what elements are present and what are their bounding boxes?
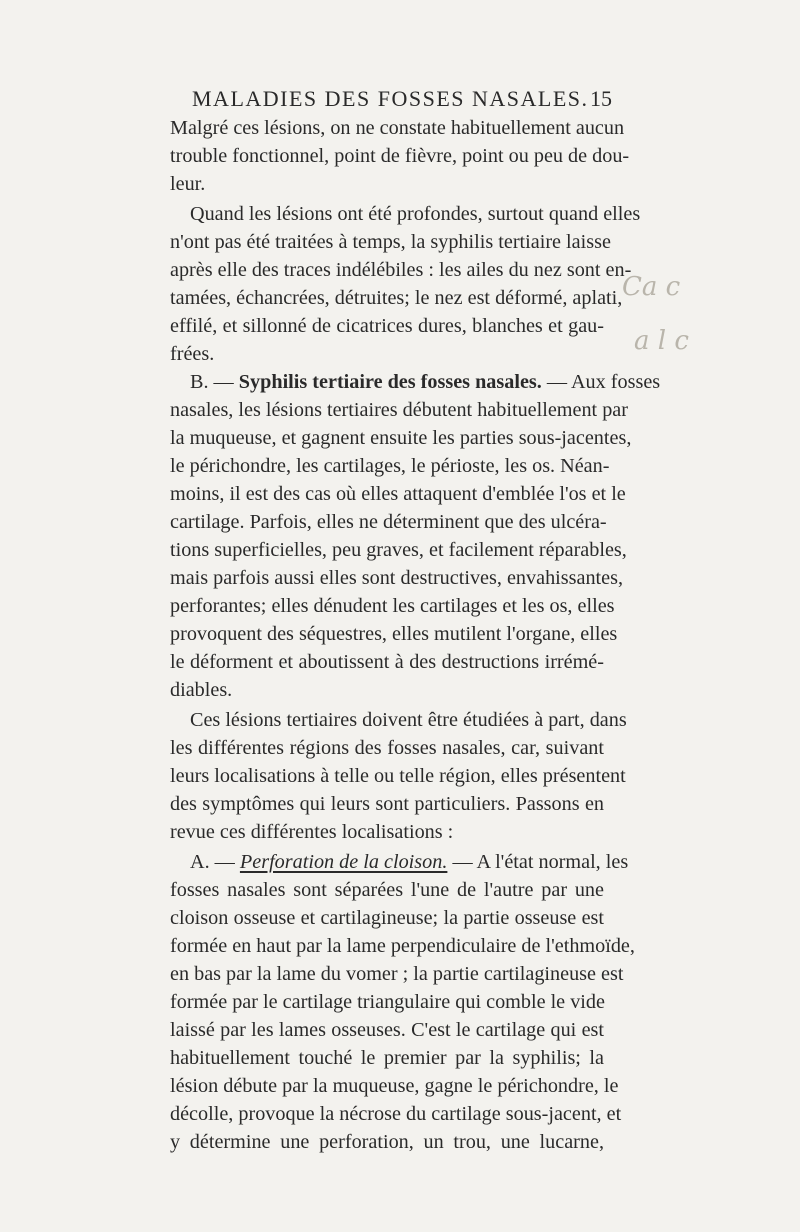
running-head (192, 86, 612, 116)
text-line: cartilage. Parfois, elles ne déterminent que des ulcéra- (170, 511, 607, 533)
text-line: tamées, échancrées, détruites; le nez est déformé, aplati, (170, 287, 623, 309)
text-line: décolle, provoque la nécrose du cartilage sous-jacent, et (170, 1103, 622, 1125)
margin-handwriting: a l c (634, 326, 689, 356)
text-line: tions superficielles, peu graves, et facilement réparables, (170, 539, 627, 561)
text-line: perforantes; elles dénudent les cartilages et les os, elles (170, 595, 615, 617)
text-line: effilé, et sillonné de cicatrices dures, blanches et gau- (170, 315, 604, 337)
text-line: leur. (170, 173, 206, 195)
text-line: les différentes régions des fosses nasales, car, suivant (170, 737, 604, 759)
text-line: habituellement touché le premier par la syphilis; la (170, 1047, 604, 1069)
text-line: frées. (170, 343, 215, 365)
text-line: des symptômes qui leurs sont particuliers. Passons en (170, 793, 604, 815)
text-line: diables. (170, 679, 233, 701)
section-heading-tail: — Aux fosses (541, 371, 661, 393)
text-line: fosses nasales sont séparées l'une de l'autre par une (170, 879, 604, 901)
text-line: mais parfois aussi elles sont destructives, envahissantes, (170, 567, 624, 589)
text-line: le déforment et aboutissent à des destructions irrémé- (170, 651, 604, 673)
text-line: en bas par la lame du vomer ; la partie cartilagineuse est (170, 963, 624, 985)
section-label: A. — (190, 851, 240, 873)
page-number: 15 (590, 86, 612, 111)
margin-handwriting: Ca c (622, 272, 681, 302)
text-line: lésion débute par la muqueuse, gagne le périchondre, le (170, 1075, 619, 1097)
section-heading-line (190, 849, 629, 875)
text-line: Quand les lésions ont été profondes, surtout quand elles (190, 203, 641, 225)
text-line: après elle des traces indélébiles : les ailes du nez sont en- (170, 259, 632, 281)
text-line: cloison osseuse et cartilagineuse; la partie osseuse est (170, 907, 604, 929)
section-heading: Perforation de la cloison. (239, 851, 448, 873)
text-line: laissé par les lames osseuses. C'est le cartilage qui est (170, 1019, 604, 1041)
text-line: moins, il est des cas où elles attaquent d'emblée l'os et le (170, 483, 626, 505)
text-line: la muqueuse, et gagnent ensuite les parties sous-jacentes, (170, 427, 632, 449)
text-line: formée en haut par la lame perpendiculaire de l'ethmoïde, (170, 935, 635, 957)
text-line: nasales, les lésions tertiaires débutent habituellement par (170, 399, 628, 421)
text-line: Malgré ces lésions, on ne constate habituellement aucun (170, 117, 625, 139)
section-heading: Syphilis tertiaire des fosses nasales. (238, 371, 542, 393)
running-title: MALADIES DES FOSSES NASALES. (192, 86, 589, 111)
text-line: y détermine une perforation, un trou, une lucarne, (170, 1131, 604, 1153)
section-heading-line (190, 369, 661, 395)
text-line: le périchondre, les cartilages, le périoste, les os. Néan- (170, 455, 610, 477)
section-heading-tail: — A l'état normal, les (447, 851, 629, 873)
text-line: n'ont pas été traitées à temps, la syphilis tertiaire laisse (170, 231, 611, 253)
section-label: B. — (190, 371, 239, 393)
text-line: provoquent des séquestres, elles mutilent l'organe, elles (170, 623, 618, 645)
text-line: trouble fonctionnel, point de fièvre, point ou peu de dou- (170, 145, 630, 167)
text-line: Ces lésions tertiaires doivent être étudiées à part, dans (190, 709, 627, 731)
text-line: revue ces différentes localisations : (170, 821, 454, 843)
text-line: leurs localisations à telle ou telle région, elles présentent (170, 765, 626, 787)
text-line: formée par le cartilage triangulaire qui comble le vide (170, 991, 605, 1013)
